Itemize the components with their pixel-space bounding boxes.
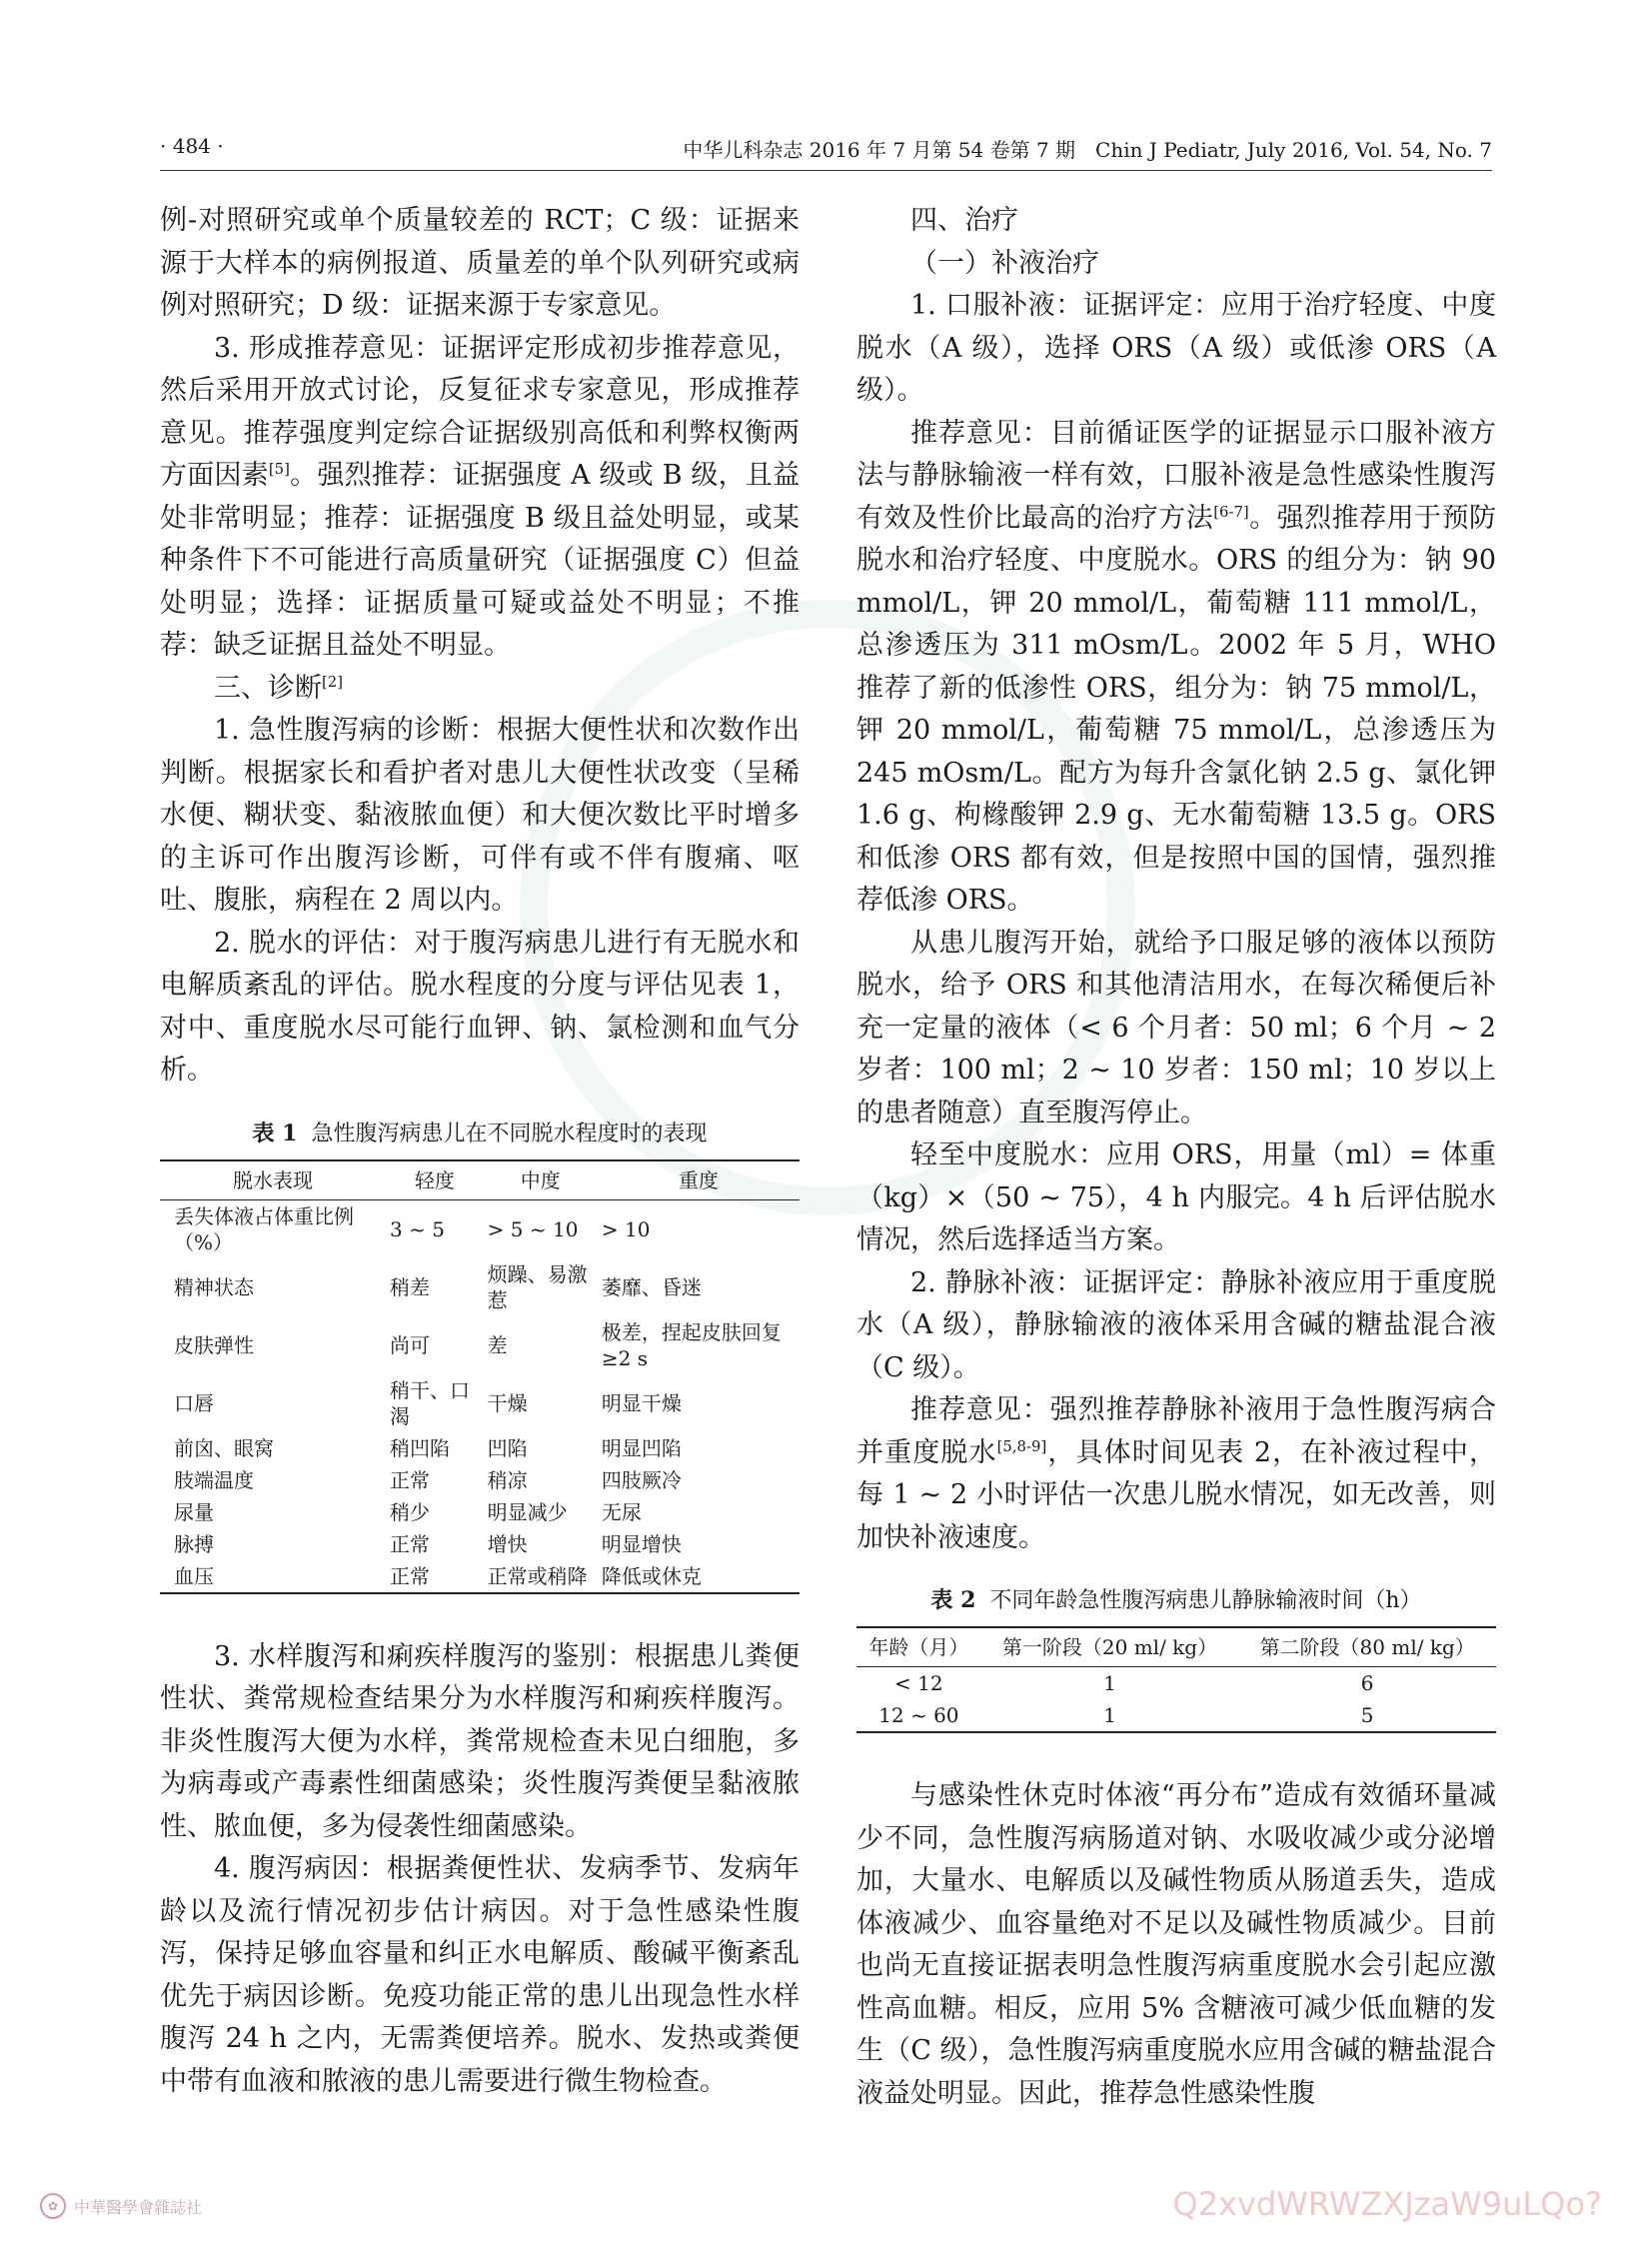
paragraph: 4. 腹泻病因：根据粪便性状、发病季节、发病年龄以及流行情况初步估计病因。对于急性感染性腹泻，保持足够血容量和纠正水电解质、酸碱平衡紊乱优先于病因诊断。免疫功能正常的患儿出现急性水样腹泻 24 h 之内，无需粪便培养。脱水、发热或粪便中带有血液和脓液的患儿需要进行微生物检查。 [160, 1853, 800, 2097]
table-cell: 5 [1238, 1699, 1496, 1732]
table-cell: 降低或休克 [598, 1560, 800, 1593]
table1 [160, 1159, 800, 1594]
citation: [5] [268, 460, 290, 478]
journal-citation: 中华儿科杂志 2016 年 7 月第 54 卷第 7 期 Chin J Pediatr, July 2016, Vol. 54, No. 7 [683, 138, 1492, 162]
citation: [2] [322, 672, 344, 691]
table-row [160, 1496, 800, 1528]
table-cell: 正常 [386, 1560, 484, 1593]
table-cell: 1 [981, 1699, 1239, 1732]
table-cell: 差 [487, 1332, 508, 1357]
page-number: · 484 · [160, 134, 224, 158]
table-row [160, 1258, 800, 1316]
table-cell: > 10 [601, 1216, 651, 1241]
table-cell: 明显干燥 [601, 1390, 682, 1415]
table-row [160, 1316, 800, 1374]
table-row [160, 1528, 800, 1560]
table-row [160, 1464, 800, 1496]
section-heading: 四、治疗 [910, 205, 1018, 236]
publisher-logo [40, 2193, 202, 2219]
table-header-cell: 第一阶段（20 ml/ kg） [981, 1627, 1239, 1667]
table-cell: 稍凉 [487, 1467, 528, 1492]
table-cell: 12 ~ 60 [856, 1699, 981, 1732]
table-cell: 6 [1360, 1671, 1374, 1695]
table2 [856, 1626, 1496, 1733]
table-cell: 正常 [390, 1467, 431, 1492]
table-cell: 四肢厥冷 [601, 1467, 682, 1492]
table-cell: 口唇 [174, 1390, 214, 1415]
table-row [856, 1667, 1496, 1700]
table-row [160, 1374, 800, 1432]
publisher-name: 中華醫學會雜誌社 [74, 2197, 203, 2217]
table-cell: 萎靡、昏迷 [601, 1274, 702, 1299]
table-header-cell: 年龄（月） [856, 1627, 981, 1667]
table-cell: 稍凹陷 [390, 1435, 451, 1460]
table-header-cell: 轻度 [386, 1160, 484, 1200]
table-cell: 脉搏 [174, 1531, 214, 1556]
section-heading: 三、诊断[2] [214, 672, 344, 704]
paragraph: 2. 静脉补液：证据评定：静脉补液应用于重度脱水（A 级），静脉输液的液体采用含碱的糖盐混合液（C 级）。 [856, 1266, 1496, 1383]
paragraph: 推荐意见：目前循证医学的证据显示口服补液方法与静脉输液一样有效，口服补液是急性感染性腹泻有效及性价比最高的治疗方法[6-7]。强烈推荐用于预防脱水和治疗轻度、中度脱水。ORS 的组分为：钠 90 mmol/L，钾 20 mmol/L，葡萄糖 111 mmol/L，总渗透压为 311 mOsm/L。2002 年 5 月，WHO 推荐了新的低渗性 ORS，组分为：钠 75 mmol/L，钾 20 mmol/L，葡萄糖 75 mmol/L，总渗透压为 245 mOsm/L。配方为每升含氯化钠 2.5 g、氯化钾 1.6 g、枸橼酸钾 2.9 g、无水葡萄糖 13.5 g。ORS 和低渗 ORS 都有效，但是按照中国的国情，强烈推荐低渗 ORS。 [856, 417, 1497, 916]
paragraph: 2. 脱水的评估：对于腹泻病患儿进行有无脱水和电解质紊乱的评估。脱水程度的分度与评估见表 1，对中、重度脱水尽可能行血钾、钠、氯检测和血气分析。 [160, 927, 800, 1086]
table-cell: 3 ~ 5 [390, 1216, 445, 1241]
table-cell: 无尿 [601, 1499, 642, 1524]
table-cell: 正常或稍降 [484, 1560, 598, 1593]
table-cell: 皮肤弹性 [174, 1332, 254, 1357]
table-row [856, 1699, 1496, 1732]
table1-caption: 表 1 急性腹泻病患儿在不同脱水程度时的表现 [252, 1120, 708, 1146]
table-cell: 尿量 [174, 1499, 214, 1524]
table-header-cell: 重度 [598, 1160, 800, 1200]
table-cell: < 12 [894, 1671, 943, 1695]
paragraph: 1. 口服补液：证据评定：应用于治疗轻度、中度脱水（A 级），选择 ORS（A 级）或低渗 ORS（A 级）。 [856, 290, 1496, 406]
right-column [856, 200, 1496, 2115]
table-row [160, 1560, 800, 1593]
table-cell: 极差，捏起皮肤回复≥2 s [601, 1319, 782, 1370]
table-cell: 1 [1103, 1671, 1116, 1695]
table-header-cell: 第二阶段（80 ml/ kg） [1238, 1627, 1496, 1667]
table-cell: 稍差 [390, 1274, 431, 1299]
table-cell: 前囟、眼窝 [174, 1435, 274, 1460]
citation: [6-7] [1213, 502, 1249, 521]
seal-icon: ✿ [40, 2193, 66, 2219]
table-cell: 正常 [390, 1531, 431, 1556]
paragraph: 3. 水样腹泻和痢疾样腹泻的鉴别：根据患儿粪便性状、粪常规检查结果分为水样腹泻和痢疾样腹泻。非炎性腹泻大便为水样，粪常规检查未见白细胞，多为病毒或产毒素性细菌感染；炎性腹泻粪便呈黏液脓性、脓血便，多为侵袭性细菌感染。 [160, 1640, 800, 1842]
citation: [5,8-9] [996, 1436, 1047, 1455]
paragraph: 与感染性休克时体液“再分布”造成有效循环量减少不同，急性腹泻病肠道对钠、水吸收减少或分泌增加，大量水、电解质以及碱性物质从肠道丢失，造成体液减少、血容量绝对不足以及碱性物质减少。目前也尚无直接证据表明急性腹泻病重度脱水会引起应激性高血糖。相反，应用 5% 含糖液可减少低血糖的发生（C 级），急性腹泻病重度脱水应用含碱的糖盐混合液益处明显。因此，推荐急性感染性腹 [856, 1780, 1496, 2109]
table-cell: 丢失体液占体重比例（%） [174, 1203, 354, 1254]
running-header [160, 134, 1492, 168]
paragraph: 例-对照研究或单个质量较差的 RCT；C 级：证据来源于大样本的病例报道、质量差的单个队列研究或病例对照研究；D 级：证据来源于专家意见。 [160, 205, 800, 321]
watermark-code: Q2xvdWRWZXJzaW9uLQo? [1172, 2185, 1602, 2223]
table-cell: 精神状态 [174, 1274, 254, 1299]
table-cell: 凹陷 [487, 1435, 528, 1460]
paragraph: 轻至中度脱水：应用 ORS，用量（ml）= 体重（kg）×（50 ~ 75），4 h 内服完。4 h 后评估脱水情况，然后选择适当方案。 [856, 1139, 1496, 1255]
table-header-cell: 中度 [484, 1160, 598, 1200]
table-cell: 稍少 [390, 1499, 431, 1524]
paragraph: 从患儿腹泻开始，就给予口服足够的液体以预防脱水，给予 ORS 和其他清洁用水，在每次稀便后补充一定量的液体（< 6 个月者：50 ml；6 个月 ~ 2 岁者：100 ml；2 ~ 10 岁者：150 ml；10 岁以上的患者随意）直至腹泻停止。 [856, 927, 1496, 1128]
left-column [160, 200, 800, 2103]
table-cell: 明显减少 [487, 1499, 568, 1524]
table2-caption: 表 2 不同年龄急性腹泻病患儿静脉输液时间（h） [930, 1587, 1422, 1613]
table-cell: 尚可 [390, 1332, 431, 1357]
table-cell: 烦躁、易激惹 [487, 1261, 588, 1312]
table-cell: 明显凹陷 [601, 1435, 682, 1460]
paragraph: 推荐意见：强烈推荐静脉补液用于急性腹泻病合并重度脱水[5,8-9]，具体时间见表 2，在补液过程中，每 1 ~ 2 小时评估一次患儿脱水情况，如无改善，则加快补液速度。 [856, 1394, 1497, 1553]
table-cell: > 5 ~ 10 [487, 1216, 579, 1241]
table-cell: 干燥 [487, 1390, 528, 1415]
subsection-heading: （一）补液治疗 [910, 247, 1099, 279]
paragraph: 1. 急性腹泻病的诊断：根据大便性状和次数作出判断。根据家长和看护者对患儿大便性状改变（呈稀水便、糊状变、黏液脓血便）和大便次数比平时增多的主诉可作出腹泻诊断，可伴有或不伴有腹痛、呕吐、腹胀，病程在 2 周以内。 [160, 715, 800, 916]
table-cell: 明显增快 [601, 1531, 682, 1556]
header-rule [160, 170, 1492, 171]
table-cell: 稍干、口渴 [390, 1377, 471, 1428]
table-cell: 肢端温度 [174, 1467, 254, 1492]
table-header-cell: 脱水表现 [160, 1160, 386, 1200]
table-row [160, 1432, 800, 1464]
paragraph: 3. 形成推荐意见：证据评定形成初步推荐意见，然后采用开放式讨论，反复征求专家意见，形成推荐意见。推荐强度判定综合证据级别高低和利弊权衡两方面因素[5]。强烈推荐：证据强度 A 级或 B 级，且益处非常明显；推荐：证据强度 B 级且益处明显，或某种条件下不可能进行高质量研究（证据强度 C）但益处明显；选择：证据质量可疑或益处不明显；不推荐：缺乏证据且益处不明显。 [160, 332, 801, 661]
table-cell: 增快 [487, 1531, 528, 1556]
table-row [160, 1199, 800, 1258]
table-cell: 血压 [160, 1560, 386, 1593]
